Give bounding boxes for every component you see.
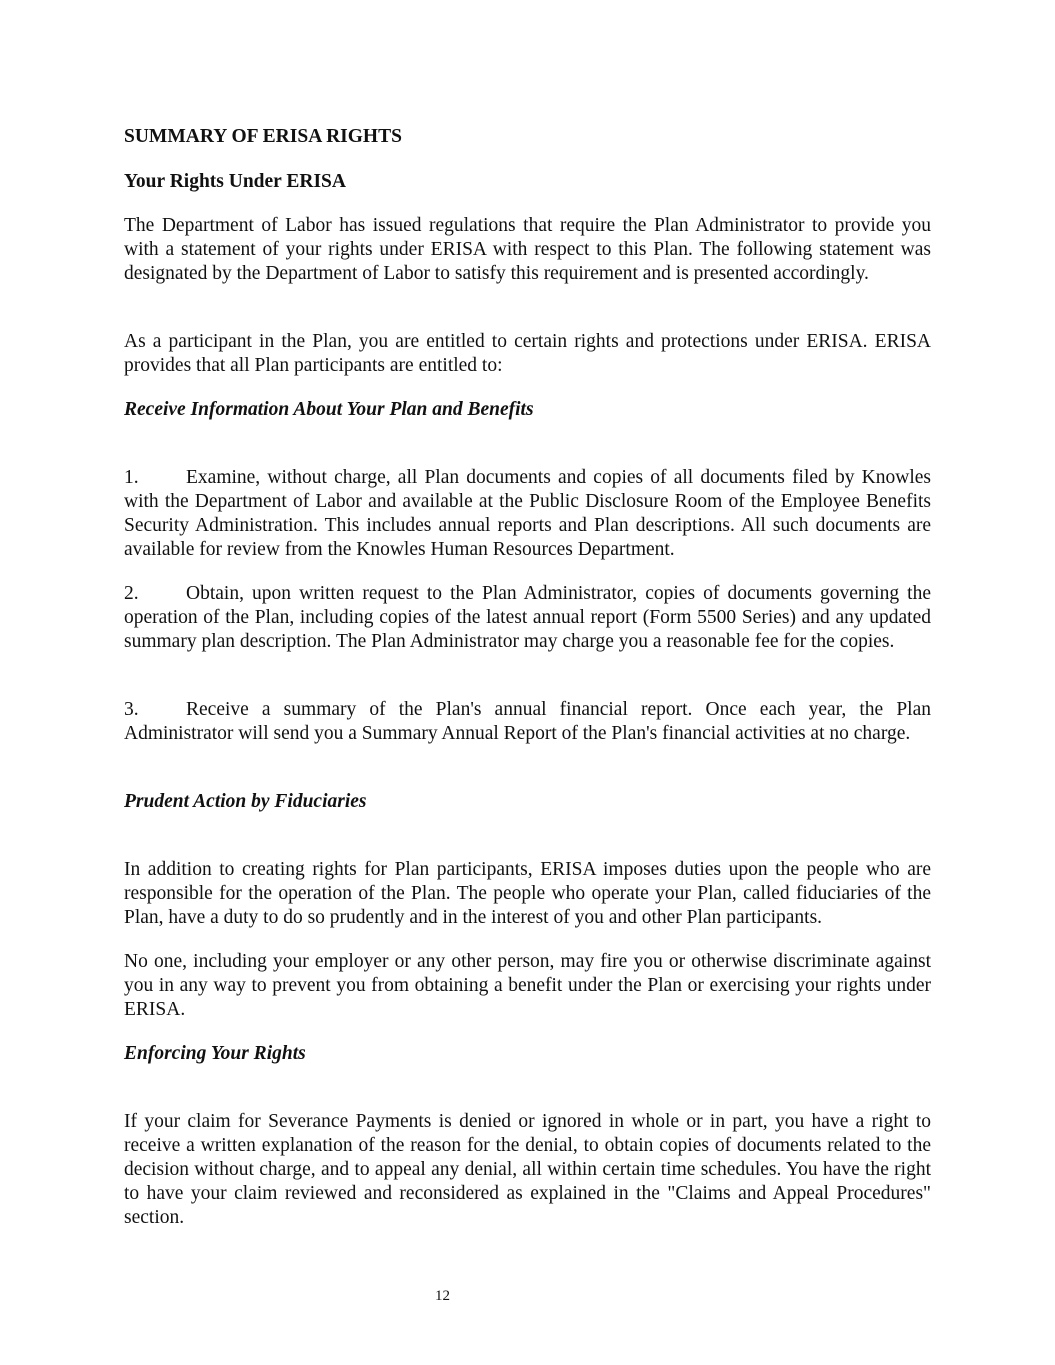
body-paragraph: No one, including your employer or any other person, may fire you or otherwise discriminate against you in any way to prevent you from obtaining a benefit under the Plan or exercising your rights under ERISA.	[124, 951, 931, 1020]
document-title: SUMMARY OF ERISA RIGHTS	[124, 126, 402, 147]
item-text: Examine, without charge, all Plan documents and copies of all documents filed by Knowles with the Department of Labor and available at the Public Disclosure Room of the Employee Benefits Security Administration. This includes annual reports and Plan descriptions. All such documents are available for review from the Knowles Human Resources Department.	[124, 467, 931, 560]
item-text: Receive a summary of the Plan's annual financial report. Once each year, the Plan Administrator will send you a Summary Annual Report of the Plan's financial activities at no charge.	[124, 699, 931, 744]
item-number: 1.	[124, 467, 139, 488]
numbered-item	[124, 582, 931, 654]
item-text: Obtain, upon written request to the Plan Administrator, copies of documents governing the operation of the Plan, including copies of the latest annual report (Form 5500 Series) and any updated summary plan description. The Plan Administrator may charge you a reasonable fee for the copies.	[124, 583, 931, 652]
body-paragraph: If your claim for Severance Payments is denied or ignored in whole or in part, you have a right to receive a written explanation of the reason for the denial, to obtain copies of documents related to the decision without charge, and to appeal any denial, all within certain time schedules. You have the right to have your claim reviewed and reconsidered as explained in the "Claims and Appeal Procedures" section.	[124, 1111, 931, 1228]
item-number: 3.	[124, 699, 139, 720]
item-number: 2.	[124, 583, 139, 604]
numbered-item	[124, 466, 931, 562]
body-paragraph: In addition to creating rights for Plan participants, ERISA imposes duties upon the people who are responsible for the operation of the Plan. The people who operate your Plan, called fiduciaries of the Plan, have a duty to do so prudently and in the interest of you and other Plan participants.	[124, 859, 931, 928]
numbered-item	[124, 698, 931, 746]
section-heading: Prudent Action by Fiduciaries	[124, 791, 367, 812]
section-subtitle: Your Rights Under ERISA	[124, 171, 346, 192]
intro-paragraph: The Department of Labor has issued regulations that require the Plan Administrator to provide you with a statement of your rights under ERISA with respect to this Plan. The following statement was designated by the Department of Labor to satisfy this requirement and is presented accordingly.	[124, 215, 931, 284]
intro-paragraph: As a participant in the Plan, you are entitled to certain rights and protections under ERISA. ERISA provides that all Plan participants are entitled to:	[124, 331, 931, 376]
page-number: 12	[435, 1288, 450, 1304]
section-heading: Receive Information About Your Plan and Benefits	[124, 399, 534, 420]
section-heading: Enforcing Your Rights	[124, 1043, 306, 1064]
